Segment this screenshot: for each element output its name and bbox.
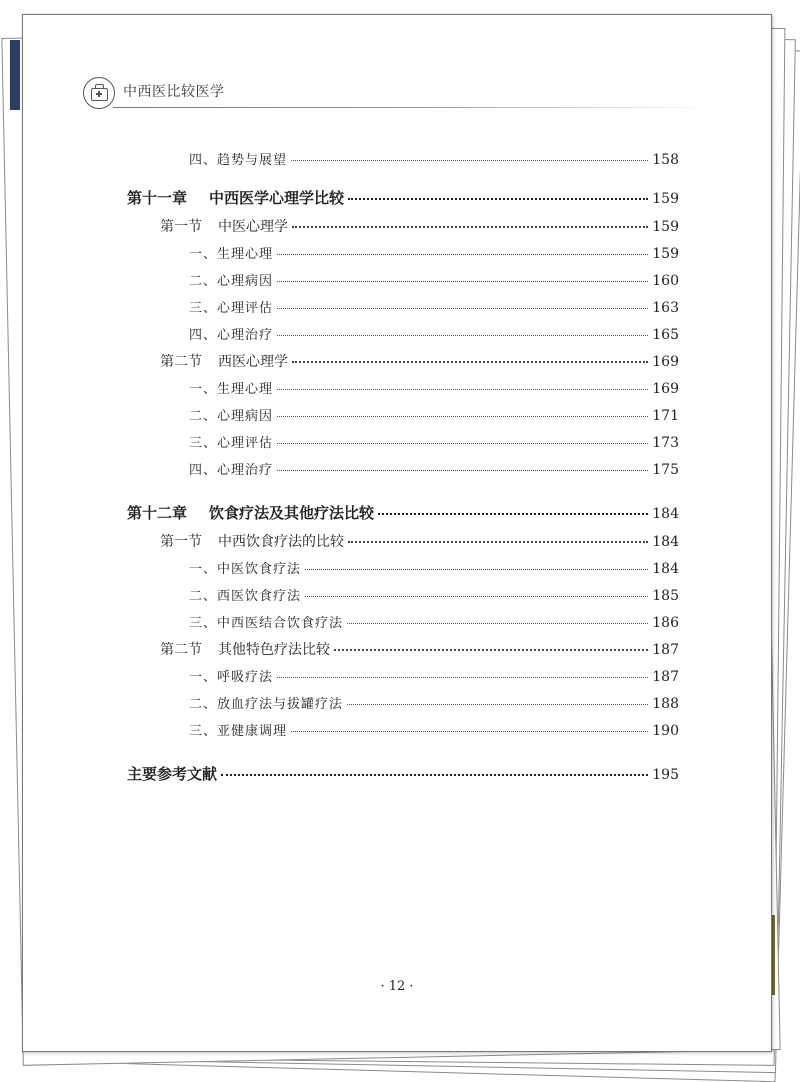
toc-entry-title: 西医饮食疗法 bbox=[217, 589, 302, 604]
toc-entry-page: 184 bbox=[652, 534, 679, 550]
toc-entry-title: 主要参考文献 bbox=[127, 765, 218, 783]
toc-entry-page: 188 bbox=[652, 696, 679, 712]
toc-entry-number: 二、 bbox=[189, 589, 218, 604]
toc-entry-number: 第十二章 bbox=[127, 504, 188, 522]
toc-entry-title: 中西饮食疗法的比较 bbox=[218, 534, 344, 550]
toc-entry-title: 心理评估 bbox=[217, 436, 274, 451]
toc-entry-title: 中医心理学 bbox=[218, 219, 288, 235]
toc-entry-title: 生理心理 bbox=[217, 382, 274, 397]
toc-entry-page: 187 bbox=[652, 669, 679, 685]
dot-leader bbox=[277, 253, 648, 255]
toc-entry-number: 二、 bbox=[189, 409, 218, 424]
toc-item bbox=[189, 459, 679, 478]
toc-item bbox=[189, 558, 679, 577]
dot-leader bbox=[348, 197, 648, 200]
toc-entry-number: 第二节 bbox=[160, 642, 202, 658]
toc-entry-number: 一、 bbox=[189, 382, 218, 397]
toc-entry-title: 中西医学心理学比较 bbox=[209, 189, 345, 207]
dot-leader bbox=[292, 360, 648, 363]
toc-chapter bbox=[127, 502, 679, 523]
toc-section bbox=[160, 351, 679, 371]
book-title: 中西医比较医学 bbox=[123, 84, 225, 100]
toc-entry-number: 第一节 bbox=[160, 219, 202, 235]
toc-entry-number: 一、 bbox=[189, 670, 218, 685]
toc-entry-title: 中医饮食疗法 bbox=[217, 562, 302, 577]
dot-leader bbox=[291, 159, 648, 161]
toc-entry-page: 171 bbox=[652, 408, 679, 424]
toc-entry-page: 186 bbox=[652, 615, 679, 631]
toc-entry-title: 趋势与展望 bbox=[217, 153, 288, 168]
dot-leader bbox=[348, 540, 648, 543]
toc-entry-page: 159 bbox=[652, 246, 679, 262]
toc-entry-number: 第二节 bbox=[160, 354, 202, 370]
toc-entry-title: 心理评估 bbox=[217, 301, 274, 316]
toc-entry-title: 心理病因 bbox=[217, 409, 274, 424]
toc-item bbox=[189, 720, 679, 739]
toc-entry-number: 一、 bbox=[189, 247, 218, 262]
toc-item bbox=[189, 432, 679, 451]
toc-entry-page: 175 bbox=[652, 462, 679, 478]
toc-entry-title: 心理治疗 bbox=[217, 463, 274, 478]
dot-leader bbox=[277, 676, 648, 678]
toc-entry-number: 四、 bbox=[189, 328, 218, 343]
dot-leader bbox=[277, 469, 648, 471]
toc-entry-page: 159 bbox=[652, 191, 679, 207]
toc-entry-title: 中西医结合饮食疗法 bbox=[217, 616, 344, 631]
toc-item bbox=[189, 378, 679, 397]
toc-item bbox=[189, 666, 679, 685]
dot-leader bbox=[277, 280, 648, 282]
toc-entry-number: 三、 bbox=[189, 436, 218, 451]
toc-entry-title: 呼吸疗法 bbox=[217, 670, 274, 685]
toc-entry-page: 184 bbox=[652, 506, 679, 522]
dot-leader bbox=[292, 225, 648, 228]
toc-entry-page: 195 bbox=[652, 767, 679, 783]
toc-item bbox=[189, 324, 679, 343]
toc-entry-number: 一、 bbox=[189, 562, 218, 577]
toc-entry-page: 160 bbox=[652, 273, 679, 289]
dot-leader bbox=[221, 773, 648, 776]
toc-entry-title: 心理治疗 bbox=[217, 328, 274, 343]
table-of-contents bbox=[23, 15, 771, 1051]
toc-item bbox=[189, 270, 679, 289]
toc-section bbox=[160, 216, 679, 236]
toc-entry-page: 159 bbox=[652, 219, 679, 235]
toc-entry-number: 三、 bbox=[189, 301, 218, 316]
toc-entry-title: 放血疗法与拔罐疗法 bbox=[217, 697, 344, 712]
dot-leader bbox=[305, 568, 648, 570]
dot-leader bbox=[347, 703, 648, 705]
dot-leader bbox=[334, 648, 648, 651]
toc-entry-title: 生理心理 bbox=[217, 247, 274, 262]
toc-entry-page: 173 bbox=[652, 435, 679, 451]
toc-entry-number: 第十一章 bbox=[127, 189, 188, 207]
toc-entry-number: 四、 bbox=[189, 153, 218, 168]
toc-entry-number: 三、 bbox=[189, 616, 218, 631]
toc-entry-page: 169 bbox=[652, 381, 679, 397]
dot-leader bbox=[277, 415, 648, 417]
page-number: · 12 · bbox=[380, 979, 414, 994]
dot-leader bbox=[305, 595, 648, 597]
dot-leader bbox=[277, 388, 648, 390]
toc-entry-page: 169 bbox=[652, 354, 679, 370]
toc-entry-title: 心理病因 bbox=[217, 274, 274, 289]
dot-leader bbox=[291, 730, 648, 732]
toc-entry-page: 158 bbox=[652, 152, 679, 168]
dot-leader bbox=[277, 307, 648, 309]
toc-chapter bbox=[127, 187, 679, 208]
dot-leader bbox=[378, 512, 648, 515]
cover-edge bbox=[10, 40, 20, 110]
toc-entry-page: 163 bbox=[652, 300, 679, 316]
toc-entry-number: 第一节 bbox=[160, 534, 202, 550]
dot-leader bbox=[277, 442, 648, 444]
toc-entry-page: 190 bbox=[652, 723, 679, 739]
toc-entry-title: 饮食疗法及其他疗法比较 bbox=[209, 504, 375, 522]
toc-entry-page: 184 bbox=[652, 561, 679, 577]
toc-entry-page: 165 bbox=[652, 327, 679, 343]
toc-entry-number: 三、 bbox=[189, 724, 218, 739]
toc-chapter bbox=[127, 763, 679, 784]
toc-entry-number: 二、 bbox=[189, 274, 218, 289]
toc-item bbox=[189, 149, 679, 168]
toc-entry-number: 四、 bbox=[189, 463, 218, 478]
document-page bbox=[22, 14, 772, 1052]
toc-item bbox=[189, 243, 679, 262]
toc-section bbox=[160, 639, 679, 659]
toc-item bbox=[189, 405, 679, 424]
toc-item bbox=[189, 297, 679, 316]
toc-entry-title: 其他特色疗法比较 bbox=[218, 642, 330, 658]
dot-leader bbox=[277, 334, 648, 336]
dot-leader bbox=[347, 622, 648, 624]
toc-item bbox=[189, 585, 679, 604]
toc-entry-title: 亚健康调理 bbox=[217, 724, 288, 739]
toc-entry-page: 187 bbox=[652, 642, 679, 658]
toc-item bbox=[189, 612, 679, 631]
toc-section bbox=[160, 531, 679, 551]
toc-item bbox=[189, 693, 679, 712]
toc-entry-number: 二、 bbox=[189, 697, 218, 712]
toc-entry-title: 西医心理学 bbox=[218, 354, 288, 370]
toc-entry-page: 185 bbox=[652, 588, 679, 604]
